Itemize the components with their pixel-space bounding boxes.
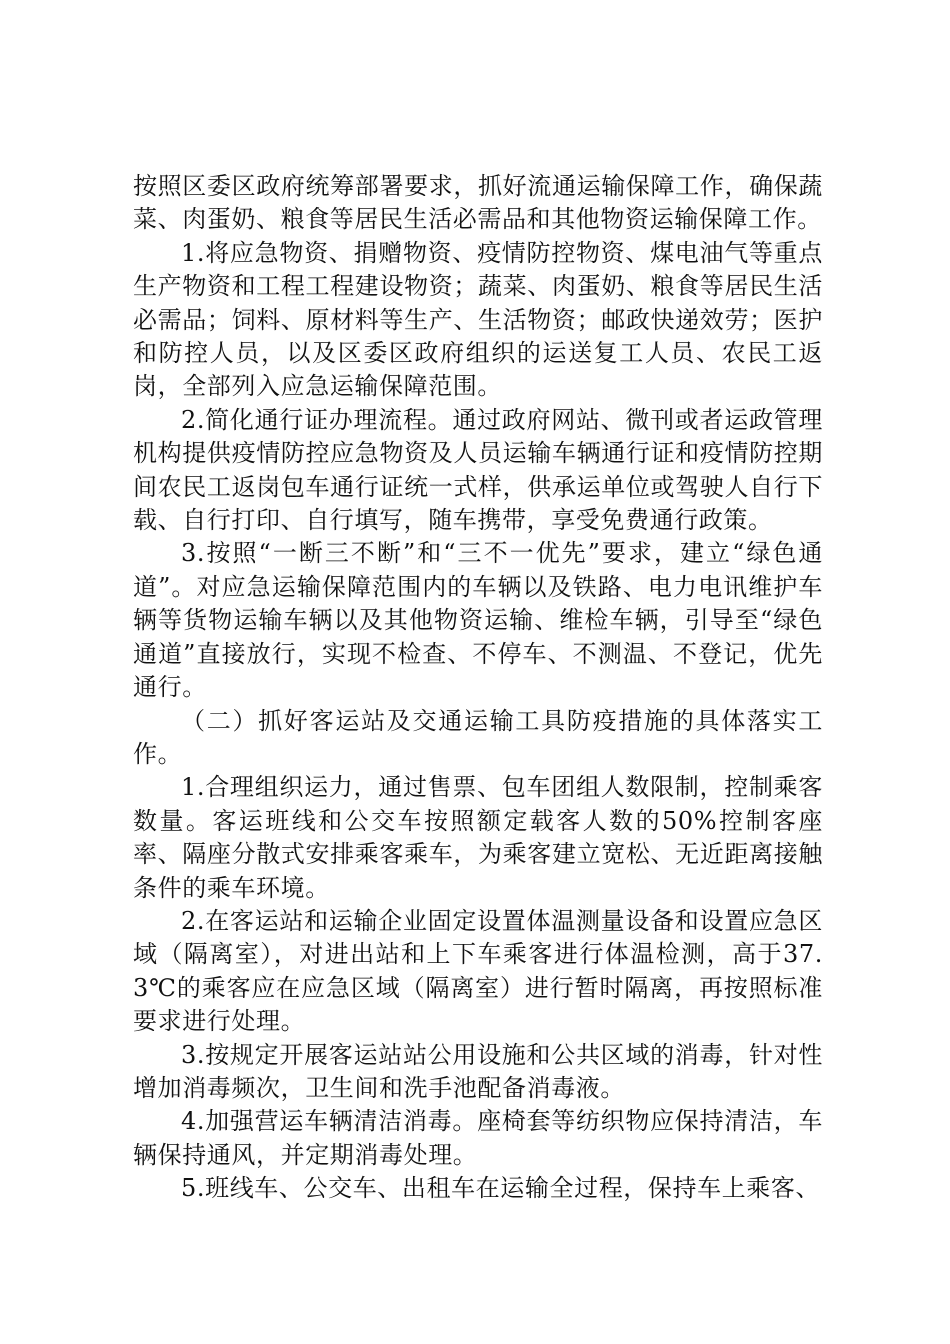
paragraph-section2-item-3: 3.按规定开展客运站站公用设施和公共区域的消毒，针对性增加消毒频次，卫生间和洗手池配备消毒液。 <box>133 1040 823 1102</box>
paragraph-section2-item-1: 1.合理组织运力，通过售票、包车团组人数限制，控制乘客数量。客运班线和公交车按照额定载客人数的50%控制客座率、隔座分散式安排乘客乘车，为乘客建立宽松、无近距离接触条件的乘车环境。 <box>133 773 823 902</box>
paragraph-section2-item-5: 5.班线车、公交车、出租车在运输全过程，保持车上乘客、 <box>181 1174 821 1203</box>
paragraph-item-2: 2.简化通行证办理流程。通过政府网站、微刊或者运政管理机构提供疫情防控应急物资及人员运输车辆通行证和疫情防控期间农民工返岗包车通行证统一式样，供承运单位或驾驶人自行下载、自行打印、自行填写，随车携带，享受免费通行政策。 <box>133 405 823 535</box>
paragraph-section2-item-4: 4.加强营运车辆清洁消毒。座椅套等纺织物应保持清洁，车辆保持通风，并定期消毒处理。 <box>133 1107 823 1169</box>
paragraph-item-3: 3.按照“一断三不断”和“三不一优先”要求，建立“绿色通道”。对应急运输保障范围内的车辆以及铁路、电力电讯维护车辆等货物运输车辆以及其他物资运输、维检车辆，引导至“绿色通道”直接放行，实现不检查、不停车、不测温、不登记，优先通行。 <box>133 539 823 702</box>
paragraph-intro: 按照区委区政府统筹部署要求，抓好流通运输保障工作，确保蔬菜、肉蛋奶、粮食等居民生活必需品和其他物资运输保障工作。 <box>133 172 823 234</box>
paragraph-item-1: 1.将应急物资、捐赠物资、疫情防控物资、煤电油气等重点生产物资和工程工程建设物资；蔬菜、肉蛋奶、粮食等居民生活必需品；饲料、原材料等生产、生活物资；邮政快递效劳；医护和防控人员，以及区委区政府组织的运送复工人员、农民工返岗，全部列入应急运输保障范围。 <box>133 238 823 401</box>
paragraph-section2-item-2: 2.在客运站和运输企业固定设置体温测量设备和设置应急区域（隔离室），对进出站和上下车乘客进行体温检测，高于37.3℃的乘客应在应急区域（隔离室）进行暂时隔离，再按照标准要求进行处理。 <box>133 906 823 1036</box>
section-heading-2: （二）抓好客运站及交通运输工具防疫措施的具体落实工作。 <box>133 706 823 768</box>
document-body <box>133 170 823 1206</box>
